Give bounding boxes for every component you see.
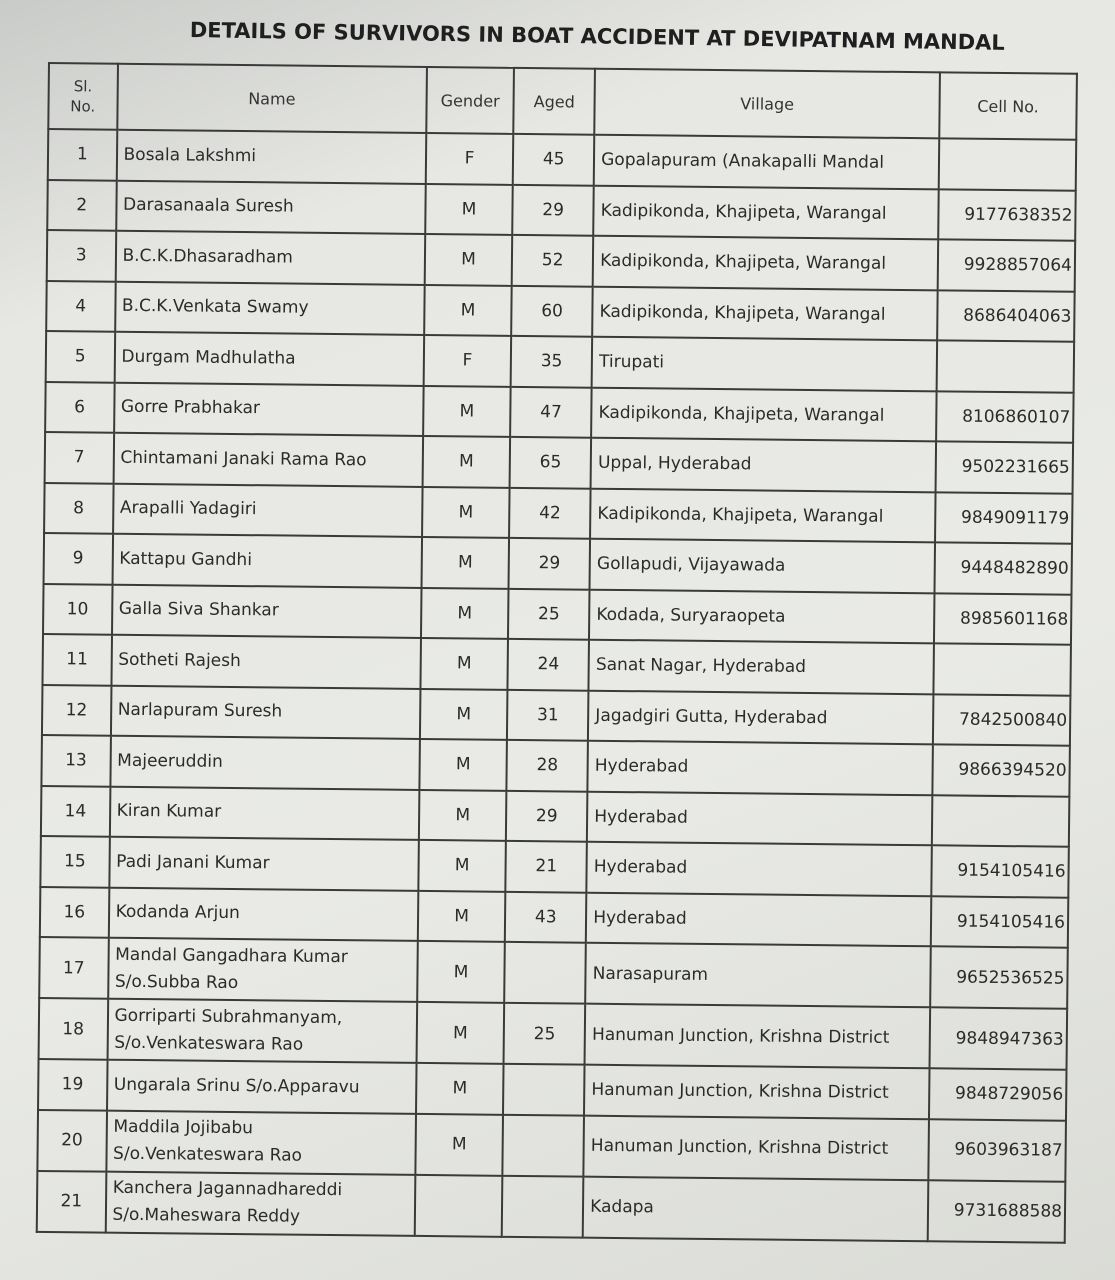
- cell-aged: [503, 1114, 585, 1176]
- cell-phone: 9866394520: [932, 744, 1070, 796]
- cell-village: Uppal, Hyderabad: [591, 438, 936, 492]
- cell-aged: [504, 942, 586, 1004]
- table-row: [37, 1170, 1066, 1242]
- table-row: [37, 1109, 1066, 1181]
- cell-aged: 29: [509, 538, 591, 589]
- cell-phone: 9848947363: [929, 1007, 1067, 1069]
- cell-village: Kadipikonda, Khajipeta, Warangal: [590, 488, 935, 542]
- cell-name: Galla Siva Shankar: [112, 584, 422, 638]
- cell-aged: 21: [506, 841, 588, 892]
- cell-phone: [939, 138, 1077, 190]
- cell-phone: 9652536525: [930, 946, 1068, 1008]
- cell-phone: 9154105416: [931, 896, 1069, 948]
- cell-gender: M: [420, 688, 508, 739]
- cell-phone: 8686404063: [937, 290, 1075, 342]
- cell-aged: 25: [508, 588, 590, 639]
- cell-gender: M: [416, 1063, 504, 1114]
- cell-name: Kanchera Jagannadhareddi S/o.Maheswara Reddy: [105, 1171, 415, 1235]
- cell-aged: 28: [507, 740, 589, 791]
- column-header-village: Village: [594, 69, 939, 139]
- cell-name: B.C.K.Dhasaradham: [115, 231, 425, 285]
- cell-sl-no: 3: [47, 230, 116, 281]
- cell-village: Kadipikonda, Khajipeta, Warangal: [592, 286, 937, 340]
- cell-gender: M: [425, 183, 513, 234]
- cell-village: Kadipikonda, Khajipeta, Warangal: [593, 185, 938, 239]
- cell-gender: F: [426, 133, 514, 184]
- cell-village: Narasapuram: [585, 943, 930, 1008]
- cell-aged: 60: [511, 285, 593, 336]
- cell-sl-no: 6: [45, 381, 114, 432]
- cell-gender: [415, 1174, 503, 1236]
- cell-aged: 25: [504, 1003, 586, 1065]
- cell-sl-no: 5: [46, 331, 115, 382]
- cell-gender: M: [418, 890, 506, 941]
- cell-village: Hyderabad: [586, 892, 931, 946]
- cell-sl-no: 11: [42, 634, 111, 685]
- cell-phone: 9177638352: [938, 189, 1076, 241]
- cell-sl-no: 2: [47, 180, 116, 231]
- cell-sl-no: 20: [37, 1109, 106, 1171]
- cell-name: Padi Janani Kumar: [109, 837, 419, 891]
- cell-name: Kattapu Gandhi: [112, 534, 422, 588]
- cell-name: Bosala Lakshmi: [116, 130, 426, 184]
- cell-phone: 9849091179: [935, 492, 1073, 544]
- cell-aged: 43: [505, 891, 587, 942]
- table-row: [39, 998, 1068, 1070]
- cell-village: Hyderabad: [587, 791, 932, 845]
- cell-gender: M: [419, 789, 507, 840]
- table-header-row: [48, 63, 1077, 140]
- cell-phone: 8985601168: [934, 593, 1072, 645]
- cell-sl-no: 19: [38, 1059, 107, 1110]
- cell-phone: 8106860107: [936, 391, 1074, 443]
- cell-sl-no: 16: [40, 886, 109, 937]
- column-header-name: Name: [117, 64, 427, 133]
- cell-aged: 42: [509, 487, 591, 538]
- cell-gender: M: [423, 436, 511, 487]
- cell-gender: M: [421, 587, 509, 638]
- cell-phone: 7842500840: [933, 694, 1071, 746]
- cell-village: Kodada, Suryaraopeta: [589, 589, 934, 643]
- cell-gender: M: [423, 385, 511, 436]
- cell-sl-no: 4: [46, 280, 115, 331]
- cell-sl-no: 13: [41, 735, 110, 786]
- cell-phone: 9928857064: [938, 239, 1076, 291]
- cell-gender: M: [417, 1002, 505, 1064]
- cell-aged: 45: [513, 134, 595, 185]
- cell-phone: 9154105416: [931, 845, 1069, 897]
- cell-phone: 9502231665: [935, 441, 1073, 493]
- cell-phone: [933, 643, 1071, 695]
- cell-gender: M: [420, 638, 508, 689]
- cell-name: Ungarala Srinu S/o.Apparavu: [107, 1060, 417, 1114]
- cell-aged: [503, 1064, 585, 1115]
- cell-aged: 35: [511, 336, 593, 387]
- cell-village: Tirupati: [592, 337, 937, 391]
- cell-gender: M: [415, 1113, 503, 1175]
- cell-name: Kiran Kumar: [109, 786, 419, 840]
- cell-name: Sotheti Rajesh: [111, 635, 421, 689]
- cell-gender: M: [417, 941, 505, 1003]
- cell-phone: 9448482890: [934, 542, 1072, 594]
- cell-gender: M: [422, 486, 510, 537]
- cell-village: Gopalapuram (Anakapalli Mandal: [594, 135, 939, 189]
- cell-gender: M: [418, 840, 506, 891]
- cell-sl-no: 21: [37, 1170, 106, 1232]
- cell-name: Chintamani Janaki Rama Rao: [113, 433, 423, 487]
- cell-name: Arapalli Yadagiri: [113, 483, 423, 537]
- survivors-table-container: [36, 62, 1088, 1243]
- cell-sl-no: 8: [44, 482, 113, 533]
- cell-village: Hanuman Junction, Krishna District: [584, 1115, 929, 1180]
- cell-name: B.C.K.Venkata Swamy: [115, 281, 425, 335]
- cell-name: Mandal Gangadhara Kumar S/o.Subba Rao: [108, 938, 418, 1002]
- cell-name: Kodanda Arjun: [108, 887, 418, 941]
- cell-village: Hyderabad: [587, 842, 932, 896]
- cell-aged: 47: [510, 386, 592, 437]
- document-title: DETAILS OF SURVIVORS IN BOAT ACCIDENT AT DEVIPATNAM MANDAL: [189, 18, 1005, 55]
- cell-village: Hanuman Junction, Krishna District: [584, 1065, 929, 1119]
- cell-aged: 52: [512, 235, 594, 286]
- cell-village: Hyderabad: [588, 741, 933, 795]
- cell-village: Sanat Nagar, Hyderabad: [589, 640, 934, 694]
- column-header-sl-no: Sl. No.: [48, 63, 117, 130]
- cell-name: Gorre Prabhakar: [114, 382, 424, 436]
- cell-gender: M: [425, 234, 513, 285]
- cell-village: Hanuman Junction, Krishna District: [585, 1004, 930, 1069]
- column-header-aged: Aged: [513, 68, 595, 135]
- cell-village: Jagadgiri Gutta, Hyderabad: [588, 690, 933, 744]
- survivors-table: [36, 62, 1078, 1243]
- cell-sl-no: 17: [39, 937, 108, 999]
- cell-village: Gollapudi, Vijayawada: [590, 539, 935, 593]
- cell-name: Durgam Madhulatha: [114, 332, 424, 386]
- cell-village: Kadapa: [583, 1176, 928, 1241]
- table-row: [39, 937, 1068, 1009]
- cell-sl-no: 7: [45, 432, 114, 483]
- cell-aged: 29: [512, 184, 594, 235]
- cell-sl-no: 12: [42, 684, 111, 735]
- cell-name: Gorriparti Subrahmanyam, S/o.Venkateswara Rao: [107, 999, 417, 1063]
- cell-gender: M: [424, 284, 512, 335]
- cell-aged: [502, 1175, 584, 1237]
- cell-village: Kadipikonda, Khajipeta, Warangal: [591, 387, 936, 441]
- cell-aged: 29: [506, 790, 588, 841]
- cell-gender: M: [419, 739, 507, 790]
- cell-gender: M: [421, 537, 509, 588]
- column-header-cell-no: Cell No.: [939, 72, 1077, 139]
- cell-phone: 9603963187: [928, 1119, 1066, 1181]
- cell-name: Narlapuram Suresh: [110, 685, 420, 739]
- cell-aged: 65: [510, 437, 592, 488]
- cell-gender: F: [424, 335, 512, 386]
- cell-phone: [937, 340, 1075, 392]
- column-header-gender: Gender: [426, 67, 514, 134]
- cell-aged: 31: [507, 689, 589, 740]
- cell-name: Darasanaala Suresh: [116, 180, 426, 234]
- cell-sl-no: 14: [41, 785, 110, 836]
- cell-sl-no: 15: [40, 836, 109, 887]
- cell-sl-no: 9: [44, 533, 113, 584]
- table-body: [37, 129, 1076, 1242]
- cell-sl-no: 10: [43, 583, 112, 634]
- cell-sl-no: 1: [48, 129, 117, 180]
- cell-aged: 24: [508, 639, 590, 690]
- cell-phone: 9848729056: [929, 1068, 1067, 1120]
- cell-village: Kadipikonda, Khajipeta, Warangal: [593, 236, 938, 290]
- cell-name: Majeeruddin: [110, 736, 420, 790]
- cell-name: Maddila Jojibabu S/o.Venkateswara Rao: [106, 1110, 416, 1174]
- cell-phone: 9731688588: [928, 1180, 1066, 1242]
- cell-sl-no: 18: [39, 998, 108, 1060]
- cell-phone: [932, 795, 1070, 847]
